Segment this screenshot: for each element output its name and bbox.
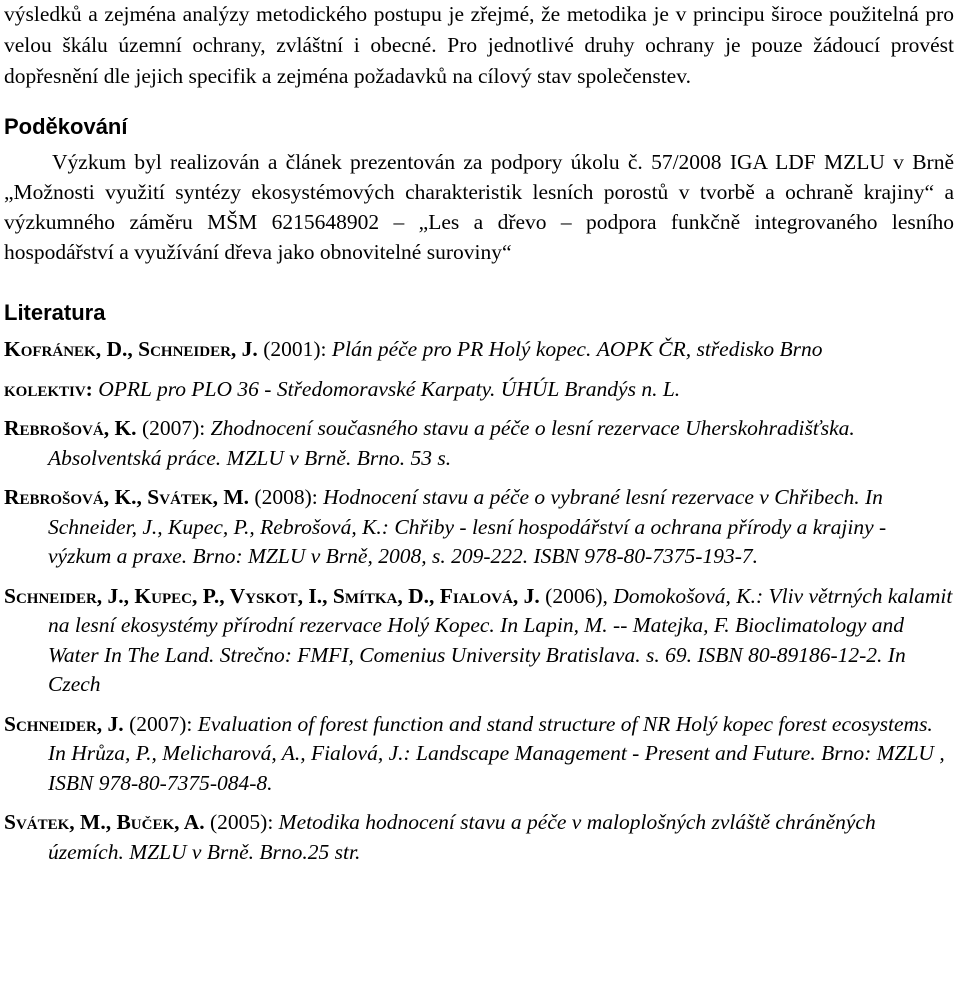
acknowledgement-heading: Poděkování (4, 114, 128, 139)
reference-title: OPRL pro PLO 36 - Středomoravské Karpaty. (98, 376, 496, 401)
reference-title: Evaluation of forest function and stand structure of NR Holý kopec forest ecosystems. In Hrůza, P., Melicharová, A., Fialová, J.: Landscape Management - Present and Future. Brno: MZLU , (48, 711, 945, 765)
reference-item (4, 483, 954, 572)
reference-publisher: ISBN 978-80-7375-084-8. (48, 770, 273, 795)
reference-title: Zhodnocení současného stavu a péče o lesní rezervace Uherskohradišťska. Absolventská práce. (48, 416, 855, 470)
reference-item (4, 335, 954, 365)
reference-year: (2007): (141, 416, 206, 440)
reference-authors: Svátek, M., Buček, A. (4, 810, 205, 834)
reference-year: (2005): (210, 810, 274, 834)
reference-year: (2001): (263, 337, 327, 361)
reference-item (4, 808, 954, 867)
acknowledgement-text: Výzkum byl realizován a článek prezentován za podpory úkolu č. 57/2008 IGA LDF MZLU v Brně „Možnosti využití syntézy ekosystémových charakteristik lesních porostů v tvorbě a ochraně krajiny“ a výzkumného záměru MŠM 6215648902 – „Les a dřevo – podpora funkčně integrovaného lesního hospodářství a využívání dřeva jako obnovitelné suroviny“ (4, 150, 954, 264)
reference-title: Hodnocení stavu a péče o vybrané lesní rezervace v Chřibech. In Schneider, J., Kupec, P., Rebrošová, K.: Chřiby - lesní hospodářství a ochrana přírody a krajiny - výzkum a praxe. (48, 485, 887, 568)
reference-publisher: ÚHÚL Brandýs n. L. (500, 376, 681, 401)
reference-item (4, 710, 954, 799)
reference-title: Metodika hodnocení stavu a péče v maloplošných zvláště chráněných územích. MZLU v Brně. Brno.25 str. (48, 810, 876, 864)
reference-year: (2007): (129, 711, 193, 736)
reference-title: Plán péče pro PR Holý kopec. (331, 337, 592, 361)
reference-item (4, 582, 954, 700)
reference-authors: Schneider, J., Kupec, P., Vyskot, I., Smítka, D., Fialová, J. (4, 583, 540, 608)
reference-authors: Schneider, J. (4, 711, 124, 736)
reference-publisher: s. 69. ISBN 80-89186-12-2. In Czech (48, 642, 906, 696)
reference-publisher: AOPK ČR, středisko Brno (596, 337, 823, 361)
literature-heading: Literatura (4, 300, 106, 325)
document-page (4, 0, 954, 877)
reference-title: Domokošová, K.: Vliv větrných kalamit na lesní ekosystémy přírodní rezervace Holý Kopec. In Lapin, M. -- Matejka, F. Bioclimatology and Water In The Land. Strečno: FMFI, Comenius University Bratislava. (48, 583, 953, 667)
reference-authors: Kofránek, D., Schneider, J. (4, 337, 258, 361)
reference-year: (2006), (545, 583, 608, 608)
reference-item (4, 375, 954, 405)
reference-year: (2008): (254, 485, 318, 509)
reference-authors: Rebrošová, K., Svátek, M. (4, 485, 250, 509)
reference-publisher: Brno: MZLU v Brně, 2008, s. 209-222. ISBN 978-80-7375-193-7. (192, 544, 759, 568)
reference-authors: kolektiv: (4, 376, 93, 401)
reference-item (4, 414, 954, 473)
reference-publisher: MZLU v Brně. Brno. 53 s. (226, 445, 452, 470)
reference-list (4, 335, 954, 867)
intro-paragraph: výsledků a zejména analýzy metodického postupu je zřejmé, že metodika je v principu široce použitelná pro velou škálu územní ochrany, zvláštní i obecné. Pro jednotlivé druhy ochrany je pouze žádoucí provést dopřesnění dle jejich specifik a zejména požadavků na cílový stav společenstev. (4, 2, 954, 88)
reference-authors: Rebrošová, K. (4, 416, 137, 440)
